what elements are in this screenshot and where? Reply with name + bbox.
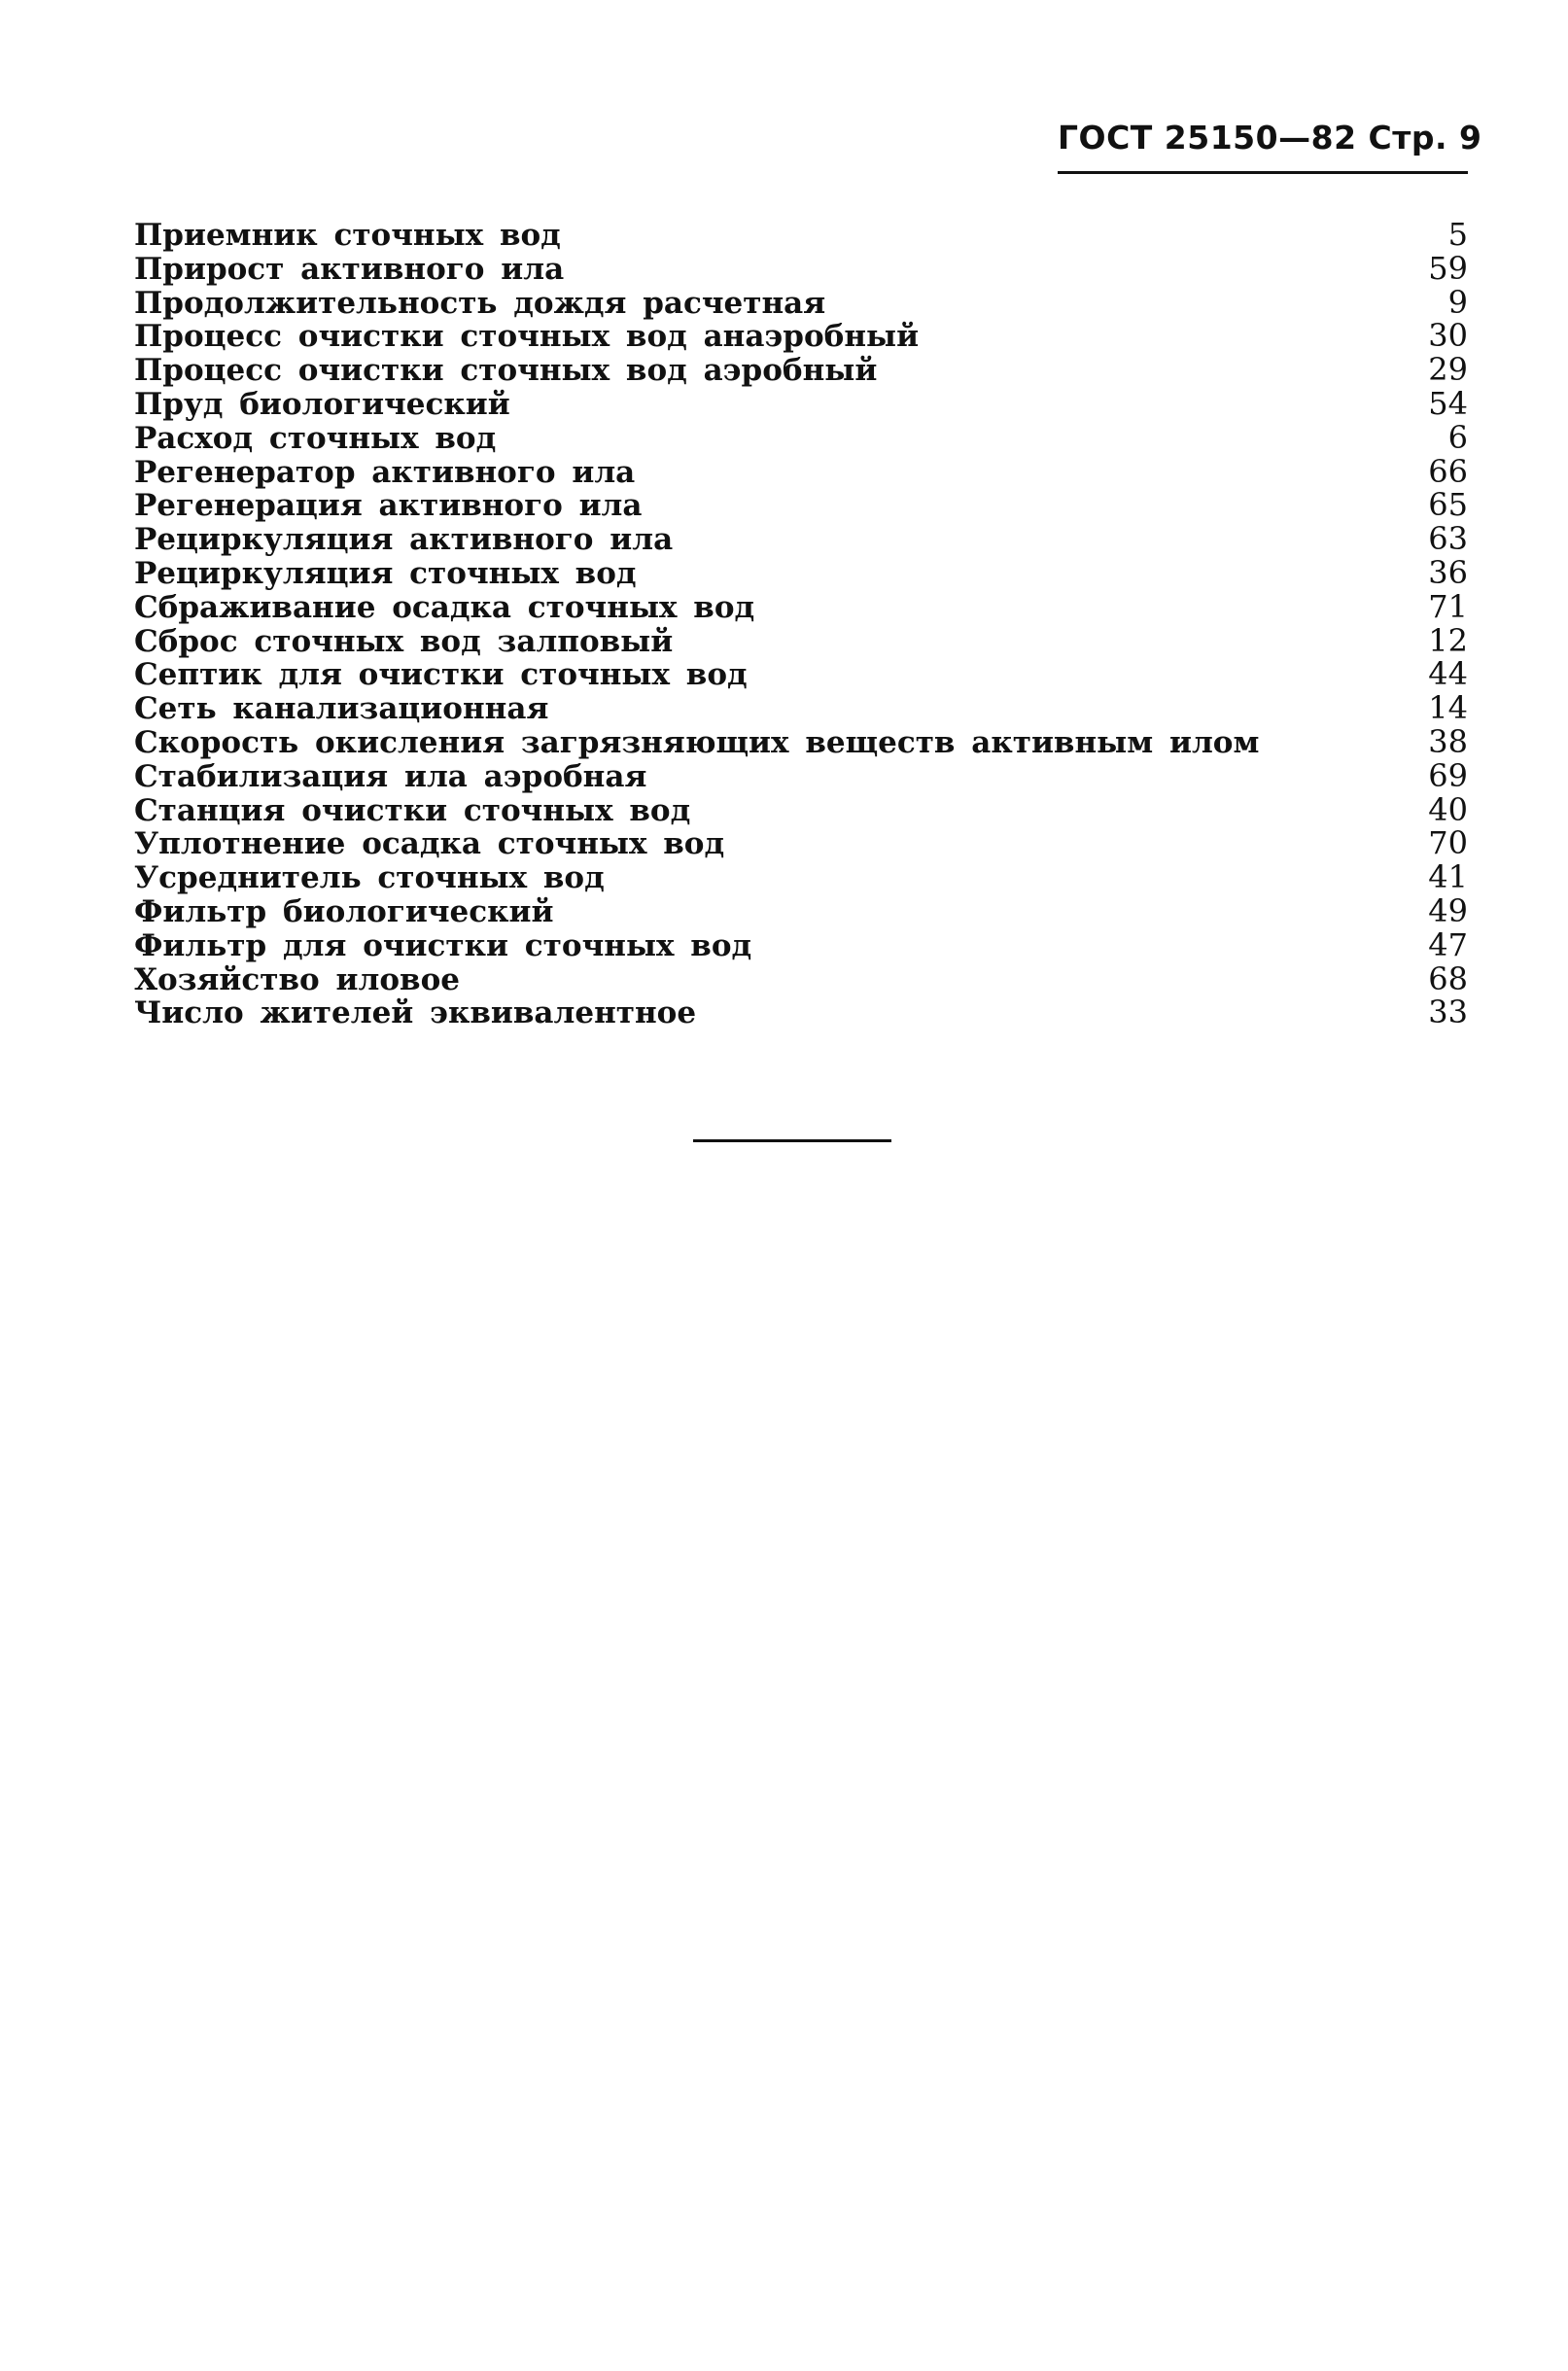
index-term: Продолжительность дождя расчетная: [134, 285, 826, 321]
index-term: Скорость окисления загрязняющих веществ активным илом: [134, 724, 1260, 760]
index-term: Рециркуляция сточных вод: [134, 555, 637, 591]
index-page-number: 29: [1428, 351, 1468, 389]
index-entry: [134, 553, 1468, 591]
index-entry: [134, 657, 1468, 691]
index-term: Приемник сточных вод: [134, 218, 561, 253]
index-term: Сбраживание осадка сточных вод: [134, 589, 755, 625]
index-entry: [134, 283, 1468, 321]
index-page-number: 59: [1428, 249, 1468, 287]
index-term: Пруд биологический: [134, 386, 510, 422]
end-rule: [693, 1139, 891, 1142]
index-entry: [134, 522, 1468, 556]
header-rule: [1058, 171, 1468, 174]
index-term: Хозяйство иловое: [134, 961, 460, 997]
index-page-number: 14: [1428, 689, 1468, 727]
index-entry: [134, 722, 1468, 760]
index-page-number: 33: [1428, 994, 1468, 1031]
index-list: [134, 218, 1468, 1029]
index-page-number: 63: [1428, 520, 1468, 558]
index-entry: [134, 384, 1468, 422]
index-term: Фильтр для очистки сточных вод: [134, 927, 752, 963]
index-page-number: 54: [1428, 384, 1468, 422]
index-page-number: 9: [1447, 283, 1468, 321]
index-page-number: 70: [1428, 824, 1468, 862]
index-page-number: 69: [1428, 756, 1468, 794]
index-entry: [134, 860, 1468, 894]
index-term: Процесс очистки сточных вод анаэробный: [134, 319, 920, 355]
index-page-number: 49: [1428, 891, 1468, 929]
index-page-number: 40: [1428, 790, 1468, 828]
page-header: ГОСТ 25150—82 Стр. 9: [1058, 119, 1482, 157]
index-term: Усреднитель сточных вод: [134, 860, 605, 896]
index-entry: [134, 452, 1468, 490]
index-entry: [134, 790, 1468, 828]
index-term: Септик для очистки сточных вод: [134, 657, 748, 693]
index-term: Число жителей эквивалентное: [134, 995, 697, 1031]
index-term: Сброс сточных вод залповый: [134, 623, 674, 659]
index-entry: [134, 418, 1468, 456]
index-page-number: 65: [1428, 486, 1468, 524]
index-page-number: 68: [1428, 959, 1468, 997]
index-page-number: 66: [1428, 452, 1468, 490]
index-page-number: 6: [1447, 418, 1468, 456]
index-entry: [134, 319, 1468, 353]
index-term: Фильтр биологический: [134, 893, 554, 929]
index-entry: [134, 218, 1468, 252]
index-entry: [134, 353, 1468, 387]
index-entry: [134, 925, 1468, 963]
index-entry: [134, 621, 1468, 659]
index-entry: [134, 756, 1468, 794]
index-page-number: 44: [1428, 655, 1468, 693]
index-term: Сеть канализационная: [134, 691, 549, 727]
index-entry: [134, 691, 1468, 725]
index-entry: [134, 891, 1468, 929]
index-page-number: 41: [1428, 858, 1468, 896]
index-term: Регенерация активного ила: [134, 488, 643, 524]
index-term: Регенератор активного ила: [134, 454, 636, 490]
index-page-number: 12: [1428, 621, 1468, 659]
index-entry: [134, 959, 1468, 997]
index-page-number: 36: [1428, 553, 1468, 591]
index-term: Станция очистки сточных вод: [134, 792, 691, 828]
index-page-number: 30: [1428, 317, 1468, 355]
index-entry: [134, 488, 1468, 522]
index-term: Расход сточных вод: [134, 420, 497, 456]
index-entry: [134, 995, 1468, 1029]
index-term: Уплотнение осадка сточных вод: [134, 826, 725, 862]
index-entry: [134, 587, 1468, 625]
index-term: Процесс очистки сточных вод аэробный: [134, 353, 878, 389]
index-page-number: 71: [1428, 587, 1468, 625]
index-page-number: 38: [1428, 722, 1468, 760]
index-page-number: 5: [1447, 216, 1468, 253]
index-term: Рециркуляция активного ила: [134, 522, 674, 558]
index-term: Стабилизация ила аэробная: [134, 758, 647, 794]
index-entry: [134, 826, 1468, 860]
index-term: Прирост активного ила: [134, 251, 565, 287]
index-entry: [134, 249, 1468, 287]
index-page-number: 47: [1428, 925, 1468, 963]
